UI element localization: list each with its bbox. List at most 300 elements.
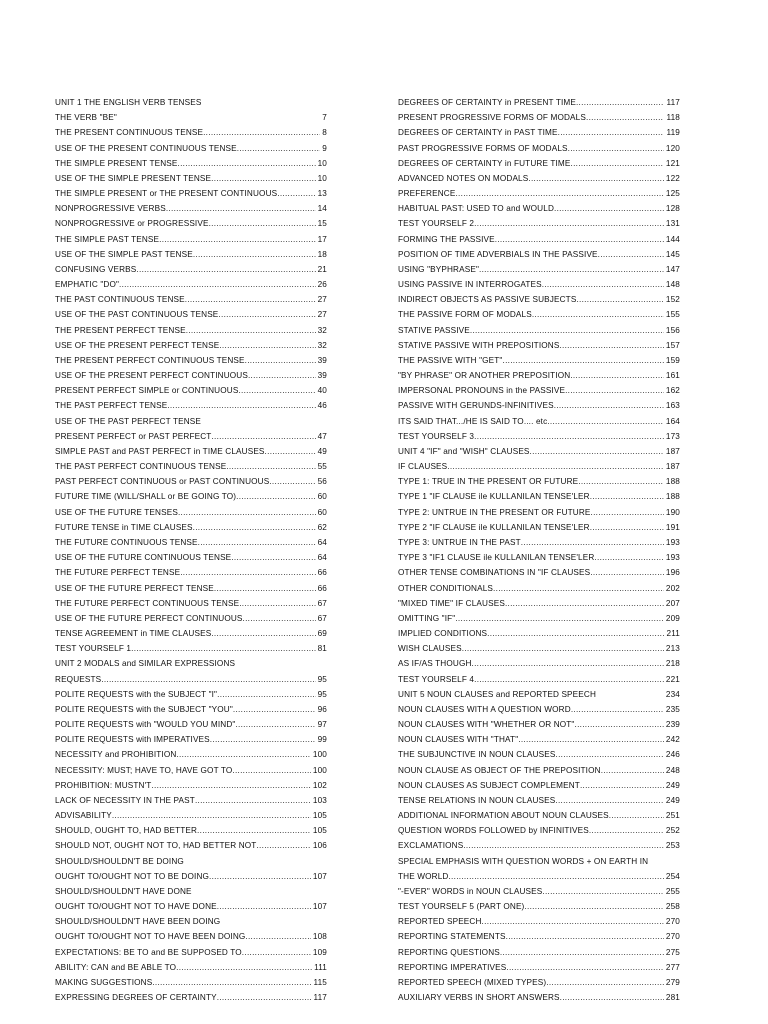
dot-leader [203, 125, 320, 140]
dot-leader [178, 156, 316, 171]
toc-entry [55, 550, 327, 565]
toc-entry-title: PRESENT PERFECT SIMPLE or CONTINUOUS [55, 386, 239, 396]
toc-entry-title: USE OF THE FUTURE PERFECT CONTINUOUS [55, 613, 243, 623]
toc-entry-title: SPECIAL EMPHASIS WITH QUESTION WORDS + ON EARTH IN [398, 856, 649, 866]
dot-leader [236, 489, 315, 504]
dot-leader [219, 338, 315, 353]
toc-entry-title: DEGREES OF CERTAINTY in PRESENT TIME [398, 98, 576, 107]
toc-entry-title: USE OF THE PRESENT CONTINUOUS TENSE [55, 143, 237, 153]
toc-entry [398, 141, 680, 156]
toc-entry [55, 945, 327, 960]
dot-leader [217, 899, 311, 914]
dot-leader [580, 778, 664, 793]
toc-entry-title: OUGHT TO/OUGHT NOT TO HAVE BEEN DOING [55, 932, 246, 942]
toc-entry-page-number: 81 [317, 644, 327, 654]
toc-entry-page-number: 279 [665, 977, 680, 987]
toc-entry [398, 808, 680, 823]
toc-entry-page-number: 162 [665, 386, 680, 396]
toc-entry-title: USE OF THE PRESENT PERFECT CONTINUOUS [55, 371, 248, 381]
dot-leader [565, 383, 664, 398]
dot-leader [185, 292, 316, 307]
toc-entry [398, 368, 680, 383]
toc-entry-page-number: 103 [312, 795, 327, 805]
toc-entry-page-number: 213 [665, 644, 680, 654]
dot-leader [462, 641, 664, 656]
toc-entry [398, 398, 680, 413]
toc-entry [398, 581, 680, 596]
dot-leader [482, 914, 664, 929]
dot-leader [554, 201, 664, 216]
toc-entry [55, 732, 327, 747]
toc-entry [55, 338, 327, 353]
toc-entry-title: ABILITY: CAN and BE ABLE TO [55, 962, 177, 972]
toc-entry-title: ADDITIONAL INFORMATION ABOUT NOUN CLAUSES [398, 811, 609, 821]
dot-leader [167, 398, 315, 413]
toc-entry-page-number: 21 [317, 264, 327, 274]
dot-leader [556, 747, 664, 762]
dot-leader [555, 793, 664, 808]
toc-entry-title: FORMING THE PASSIVE [398, 234, 495, 244]
toc-entry-title: TEST YOURSELF 5 (PART ONE) [398, 902, 525, 912]
toc-entry-title: THE PASSIVE WITH "GET" [398, 355, 503, 365]
dot-leader [211, 429, 315, 444]
toc-entry [398, 914, 680, 929]
toc-entry-page-number: 207 [665, 598, 680, 608]
toc-entry-title: PRESENT PERFECT or PAST PERFECT [55, 431, 212, 441]
toc-entry-title: THE WORLD [398, 871, 449, 881]
toc-entry-title: THE FUTURE CONTINUOUS TENSE [55, 537, 198, 547]
toc-entry [398, 353, 680, 368]
toc-entry-title: THE PAST CONTINUOUS TENSE [55, 295, 185, 305]
toc-entry-title: REPORTING IMPERATIVES [398, 962, 507, 972]
toc-entry-page-number: 102 [312, 780, 327, 790]
toc-entry-page-number: 117 [666, 98, 680, 107]
toc-entry-page-number: 105 [312, 811, 327, 821]
toc-entry [55, 383, 327, 398]
dot-leader [521, 535, 664, 550]
dot-leader [474, 216, 664, 231]
dot-leader [547, 414, 664, 429]
dot-leader [503, 353, 664, 368]
toc-entry [55, 778, 327, 793]
toc-entry-title: USE OF THE SIMPLE PRESENT TENSE [55, 173, 212, 183]
toc-entry [398, 156, 680, 171]
toc-entry-title: ITS SAID THAT.../HE IS SAID TO.... etc [398, 416, 548, 426]
toc-entry [55, 823, 327, 838]
dot-leader [558, 125, 665, 140]
toc-entry-page-number: 193 [665, 553, 680, 563]
dot-leader [590, 520, 664, 535]
toc-entry-title: NOUN CLAUSES WITH A QUESTION WORD [398, 704, 571, 714]
toc-entry-title: TYPE 2: UNTRUE IN THE PRESENT OR FUTURE [398, 507, 591, 517]
dot-leader [568, 141, 664, 156]
toc-entry [55, 960, 327, 975]
dot-leader [590, 565, 664, 580]
dot-leader [210, 732, 316, 747]
toc-entry-title: THE VERB "BE" [55, 113, 117, 123]
toc-entry-page-number: 9 [322, 143, 327, 153]
toc-entry [398, 884, 680, 899]
toc-entry [398, 702, 680, 717]
dot-leader [245, 929, 310, 944]
toc-entry [398, 899, 680, 914]
toc-entry [55, 581, 327, 596]
dot-leader [532, 307, 664, 322]
toc-entry-page-number: 64 [317, 553, 327, 563]
dot-leader [518, 732, 664, 747]
toc-entry-title: USE OF THE FUTURE TENSES [55, 507, 178, 517]
toc-entry-page-number: 47 [317, 431, 327, 441]
toc-entry-title: THE FUTURE PERFECT TENSE [55, 568, 181, 578]
toc-entry [398, 186, 680, 201]
dot-leader [265, 444, 316, 459]
toc-entry-title: NECESSITY: MUST; HAVE TO, HAVE GOT TO [55, 765, 233, 775]
toc-entry [55, 398, 327, 413]
toc-entry-page-number: 164 [665, 416, 680, 426]
toc-entry [55, 414, 327, 429]
toc-entry-title: IF CLAUSES [398, 462, 448, 472]
dot-leader [571, 702, 664, 717]
dot-leader [248, 368, 316, 383]
toc-entry-title: THE PRESENT PERFECT TENSE [55, 325, 186, 335]
toc-entry [55, 899, 327, 914]
toc-entry-page-number: 118 [666, 113, 680, 123]
dot-leader [500, 945, 664, 960]
toc-entry-title: LACK OF NECESSITY IN THE PAST [55, 795, 195, 805]
toc-entry-page-number: 95 [317, 674, 327, 684]
toc-entry-title: SIMPLE PAST and PAST PERFECT in TIME CLAUSES [55, 446, 265, 456]
toc-entry [55, 626, 327, 641]
toc-entry-title: THE PAST PERFECT CONTINUOUS TENSE [55, 462, 227, 472]
toc-entry [55, 368, 327, 383]
toc-entry [55, 535, 327, 550]
toc-entry-page-number: 188 [665, 477, 680, 487]
toc-entry-page-number: 15 [317, 219, 327, 229]
toc-entry [398, 171, 680, 186]
toc-entry-page-number: 187 [665, 446, 680, 456]
toc-entry [398, 505, 680, 520]
toc-entry-title: THE FUTURE PERFECT CONTINUOUS TENSE [55, 598, 240, 608]
dot-leader [226, 459, 315, 474]
toc-entry [55, 975, 327, 990]
toc-entry-title: SHOULD NOT, OUGHT NOT TO, HAD BETTER NOT [55, 841, 257, 851]
toc-entry-page-number: 107 [312, 871, 327, 881]
toc-entry [55, 702, 327, 717]
dot-leader [217, 687, 315, 702]
toc-entry-title: EXPECTATIONS: BE TO and BE SUPPOSED TO [55, 947, 242, 957]
dot-leader [487, 626, 664, 641]
toc-entry [398, 459, 680, 474]
toc-entry-page-number: 14 [317, 204, 327, 214]
toc-entry [398, 656, 680, 671]
toc-entry-title: THE PRESENT PERFECT CONTINUOUS TENSE [55, 355, 245, 365]
dot-leader [594, 550, 663, 565]
toc-entry-page-number: 67 [317, 598, 327, 608]
dot-leader [448, 869, 663, 884]
toc-entry [55, 656, 327, 671]
toc-column-right [398, 95, 680, 1005]
toc-entry-title: "BY PHRASE" OR ANOTHER PREPOSITION [398, 371, 571, 381]
toc-entry-page-number: 26 [317, 280, 327, 290]
toc-entry-title: FUTURE TENSE in TIME CLAUSES [55, 522, 193, 532]
toc-entry-page-number: 157 [665, 340, 680, 350]
toc-entry [398, 247, 680, 262]
toc-entry [398, 687, 680, 702]
toc-entry-title: REPORTED SPEECH [398, 917, 482, 927]
toc-entry-page-number: 281 [665, 993, 680, 1003]
toc-entry [398, 262, 680, 277]
toc-entry-title: PAST PROGRESSIVE FORMS OF MODALS [398, 143, 568, 153]
toc-entry-title: NONPROGRESSIVE VERBS [55, 204, 166, 214]
toc-entry-page-number: 10 [317, 158, 327, 168]
toc-entry [55, 216, 327, 231]
toc-entry-page-number: 119 [666, 128, 680, 138]
toc-entry-title: STATIVE PASSIVE [398, 325, 470, 335]
toc-entry [398, 960, 680, 975]
toc-entry [55, 596, 327, 611]
toc-entry-page-number: 234 [665, 689, 680, 699]
toc-entry-title: MAKING SUGGESTIONS [55, 977, 153, 987]
toc-entry-title: USE OF THE PAST PERFECT TENSE [55, 416, 201, 426]
toc-entry [398, 489, 680, 504]
toc-entry-page-number: 10 [317, 173, 327, 183]
toc-entry-page-number: 39 [317, 355, 327, 365]
toc-entry-title: USE OF THE PRESENT PERFECT TENSE [55, 340, 220, 350]
toc-entry-page-number: 173 [665, 431, 680, 441]
dot-leader [447, 459, 664, 474]
dot-leader [528, 171, 664, 186]
toc-entry-title: SHOULD/SHOULDN'T HAVE DONE [55, 886, 192, 896]
toc-entry-page-number: 55 [317, 462, 327, 472]
toc-entry [55, 474, 327, 489]
dot-leader [560, 990, 664, 1005]
toc-entry [55, 808, 327, 823]
toc-entry-page-number: 13 [317, 189, 327, 199]
toc-entry-title: USE OF THE SIMPLE PAST TENSE [55, 249, 193, 259]
toc-entry [398, 823, 680, 838]
toc-entry-title: NOUN CLAUSES WITH "WHETHER OR NOT" [398, 720, 575, 730]
toc-entry [398, 95, 680, 110]
toc-entry [398, 383, 680, 398]
toc-entry-page-number: 251 [665, 811, 680, 821]
toc-entry-title: THE PRESENT CONTINUOUS TENSE [55, 128, 204, 138]
dot-leader [506, 960, 663, 975]
toc-entry-page-number: 108 [312, 932, 327, 942]
toc-entry-title: REPORTING STATEMENTS [398, 932, 506, 942]
toc-entry-page-number: 221 [665, 674, 680, 684]
toc-entry [55, 763, 327, 778]
toc-entry-title: INDIRECT OBJECTS AS PASSIVE SUBJECTS [398, 295, 577, 305]
dot-leader [570, 368, 664, 383]
toc-entry-page-number: 32 [317, 340, 327, 350]
dot-leader [186, 323, 316, 338]
toc-entry-page-number: 7 [322, 113, 327, 123]
toc-entry-title: POLITE REQUESTS with IMPERATIVES [55, 735, 210, 745]
toc-entry-title: TYPE 3 "IF1 CLAUSE ile KULLANILAN TENSE'LER [398, 553, 595, 563]
toc-entry-page-number: 121 [665, 158, 680, 168]
toc-entry-page-number: 60 [317, 507, 327, 517]
dot-leader [217, 990, 312, 1005]
toc-entry [55, 141, 327, 156]
toc-entry-page-number: 218 [665, 659, 680, 669]
toc-entry-title: CONFUSING VERBS [55, 264, 137, 274]
toc-entry-page-number: 100 [312, 750, 327, 760]
dot-leader [256, 838, 310, 853]
toc-entry-page-number: 49 [317, 446, 327, 456]
toc-entry-page-number: 39 [317, 371, 327, 381]
dot-leader [493, 581, 664, 596]
dot-leader [590, 489, 664, 504]
dot-leader [166, 201, 316, 216]
toc-entry-title: TEST YOURSELF 2 [398, 219, 475, 229]
toc-entry-title: REPORTED SPEECH (MIXED TYPES) [398, 977, 547, 987]
toc-entry-page-number: 155 [665, 310, 680, 320]
dot-leader [211, 626, 315, 641]
toc-column-left [55, 95, 327, 1005]
toc-entry [55, 292, 327, 307]
toc-entry-page-number: 254 [665, 871, 680, 881]
toc-entry [55, 307, 327, 322]
toc-entry-page-number: 144 [665, 234, 680, 244]
toc-entry [398, 778, 680, 793]
toc-entry-page-number: 191 [665, 522, 680, 532]
toc-entry-title: PROHIBITION: MUSTN'T [55, 780, 152, 790]
toc-entry-title: EXCLAMATIONS [398, 841, 464, 851]
toc-entry [55, 990, 327, 1005]
toc-entry-page-number: 246 [665, 750, 680, 760]
dot-leader [470, 323, 664, 338]
toc-entry [55, 353, 327, 368]
toc-entry-title: IMPLIED CONDITIONS [398, 629, 488, 639]
toc-entry [398, 626, 680, 641]
toc-entry-title: THE PASSIVE FORM OF MODALS [398, 310, 532, 320]
toc-entry [398, 520, 680, 535]
toc-entry [398, 763, 680, 778]
toc-entry-title: HABITUAL PAST: USED TO and WOULD [398, 204, 555, 214]
toc-entry [55, 323, 327, 338]
toc-entry [398, 110, 680, 125]
toc-entry-title: UNIT 2 MODALS and SIMILAR EXPRESSIONS [55, 659, 236, 669]
toc-entry-title: THE SIMPLE PAST TENSE [55, 234, 160, 244]
toc-entry [398, 216, 680, 231]
toc-entry [398, 292, 680, 307]
toc-entry-page-number: 163 [665, 401, 680, 411]
dot-leader [571, 156, 664, 171]
toc-entry [398, 323, 680, 338]
toc-entry [398, 429, 680, 444]
toc-entry-page-number: 255 [665, 886, 680, 896]
toc-entry-title: USE OF THE PAST CONTINUOUS TENSE [55, 310, 219, 320]
dot-leader [178, 505, 316, 520]
dot-leader [495, 232, 664, 247]
toc-entry-page-number: 147 [665, 264, 680, 274]
toc-entry-page-number: 111 [314, 962, 327, 972]
dot-leader [542, 884, 664, 899]
dot-leader [119, 277, 316, 292]
toc-entry-title: DEGREES OF CERTAINTY in PAST TIME [398, 128, 558, 138]
toc-entry-page-number: 27 [317, 295, 327, 305]
toc-entry [398, 945, 680, 960]
dot-leader [231, 550, 315, 565]
dot-leader [578, 474, 664, 489]
dot-leader [193, 247, 316, 262]
toc-entry-title: PREFERENCE [398, 189, 456, 199]
toc-entry-title: AUXILIARY VERBS IN SHORT ANSWERS [398, 993, 560, 1003]
toc-entry-page-number: 202 [665, 583, 680, 593]
dot-leader [159, 232, 315, 247]
toc-entry-title: USING "BYPHRASE" [398, 264, 480, 274]
toc-entry-title: OUGHT TO/OUGHT NOT TO HAVE DONE [55, 902, 217, 912]
dot-leader [214, 581, 316, 596]
toc-entry-title: TEST YOURSELF 4 [398, 674, 475, 684]
dot-leader [546, 975, 664, 990]
toc-entry [398, 747, 680, 762]
toc-entry-title: "MIXED TIME" IF CLAUSES [398, 598, 505, 608]
dot-leader [455, 611, 664, 626]
dot-leader [237, 141, 321, 156]
toc-entry-page-number: 161 [665, 371, 680, 381]
toc-entry [398, 854, 680, 869]
toc-entry [398, 717, 680, 732]
toc-entry-page-number: 56 [317, 477, 327, 487]
toc-entry-title: THE PAST PERFECT TENSE [55, 401, 168, 411]
toc-entry-page-number: 62 [317, 522, 327, 532]
toc-entry-page-number: 242 [665, 735, 680, 745]
toc-entry [398, 672, 680, 687]
toc-entry [398, 338, 680, 353]
toc-entry-title: NOUN CLAUSES AS SUBJECT COMPLEMENT [398, 780, 580, 790]
toc-entry-page-number: 277 [665, 962, 680, 972]
toc-entry [55, 201, 327, 216]
toc-entry [55, 95, 327, 110]
toc-entry-page-number: 17 [317, 234, 327, 244]
toc-entry-page-number: 190 [665, 507, 680, 517]
toc-entry-page-number: 275 [665, 947, 680, 957]
toc-entry-title: TYPE 1 "IF CLAUSE ile KULLANILAN TENSE'LER [398, 492, 590, 502]
toc-entry-title: NONPROGRESSIVE or PROGRESSIVE [55, 219, 209, 229]
toc-entry-page-number: 252 [665, 826, 680, 836]
toc-entry-title: AS IF/AS THOUGH [398, 659, 472, 669]
dot-leader [245, 353, 316, 368]
dot-leader [238, 383, 315, 398]
toc-entry [55, 459, 327, 474]
toc-entry-page-number: 96 [317, 704, 327, 714]
dot-leader [474, 429, 664, 444]
toc-entry-page-number: 188 [665, 492, 680, 502]
dot-leader [176, 747, 310, 762]
toc-entry [398, 125, 680, 140]
toc-entry-title: THE SIMPLE PRESENT TENSE [55, 158, 178, 168]
dot-leader [530, 444, 664, 459]
toc-entry-title: OTHER CONDITIONALS [398, 583, 494, 593]
toc-entry-page-number: 95 [317, 689, 327, 699]
dot-leader [197, 823, 311, 838]
toc-entry-page-number: 8 [322, 128, 327, 138]
toc-entry-title: POLITE REQUESTS with the SUBJECT "I" [55, 689, 218, 699]
toc-entry [55, 489, 327, 504]
toc-entry-page-number: 249 [665, 795, 680, 805]
toc-entry-title: THE SUBJUNCTIVE IN NOUN CLAUSES [398, 750, 556, 760]
toc-entry [398, 975, 680, 990]
toc-entry [398, 990, 680, 1005]
dot-leader [112, 808, 311, 823]
toc-entry [398, 550, 680, 565]
toc-entry [55, 565, 327, 580]
toc-entry [398, 535, 680, 550]
toc-entry-page-number: 128 [665, 204, 680, 214]
toc-entry-page-number: 46 [317, 401, 327, 411]
toc-entry-page-number: 187 [665, 462, 680, 472]
